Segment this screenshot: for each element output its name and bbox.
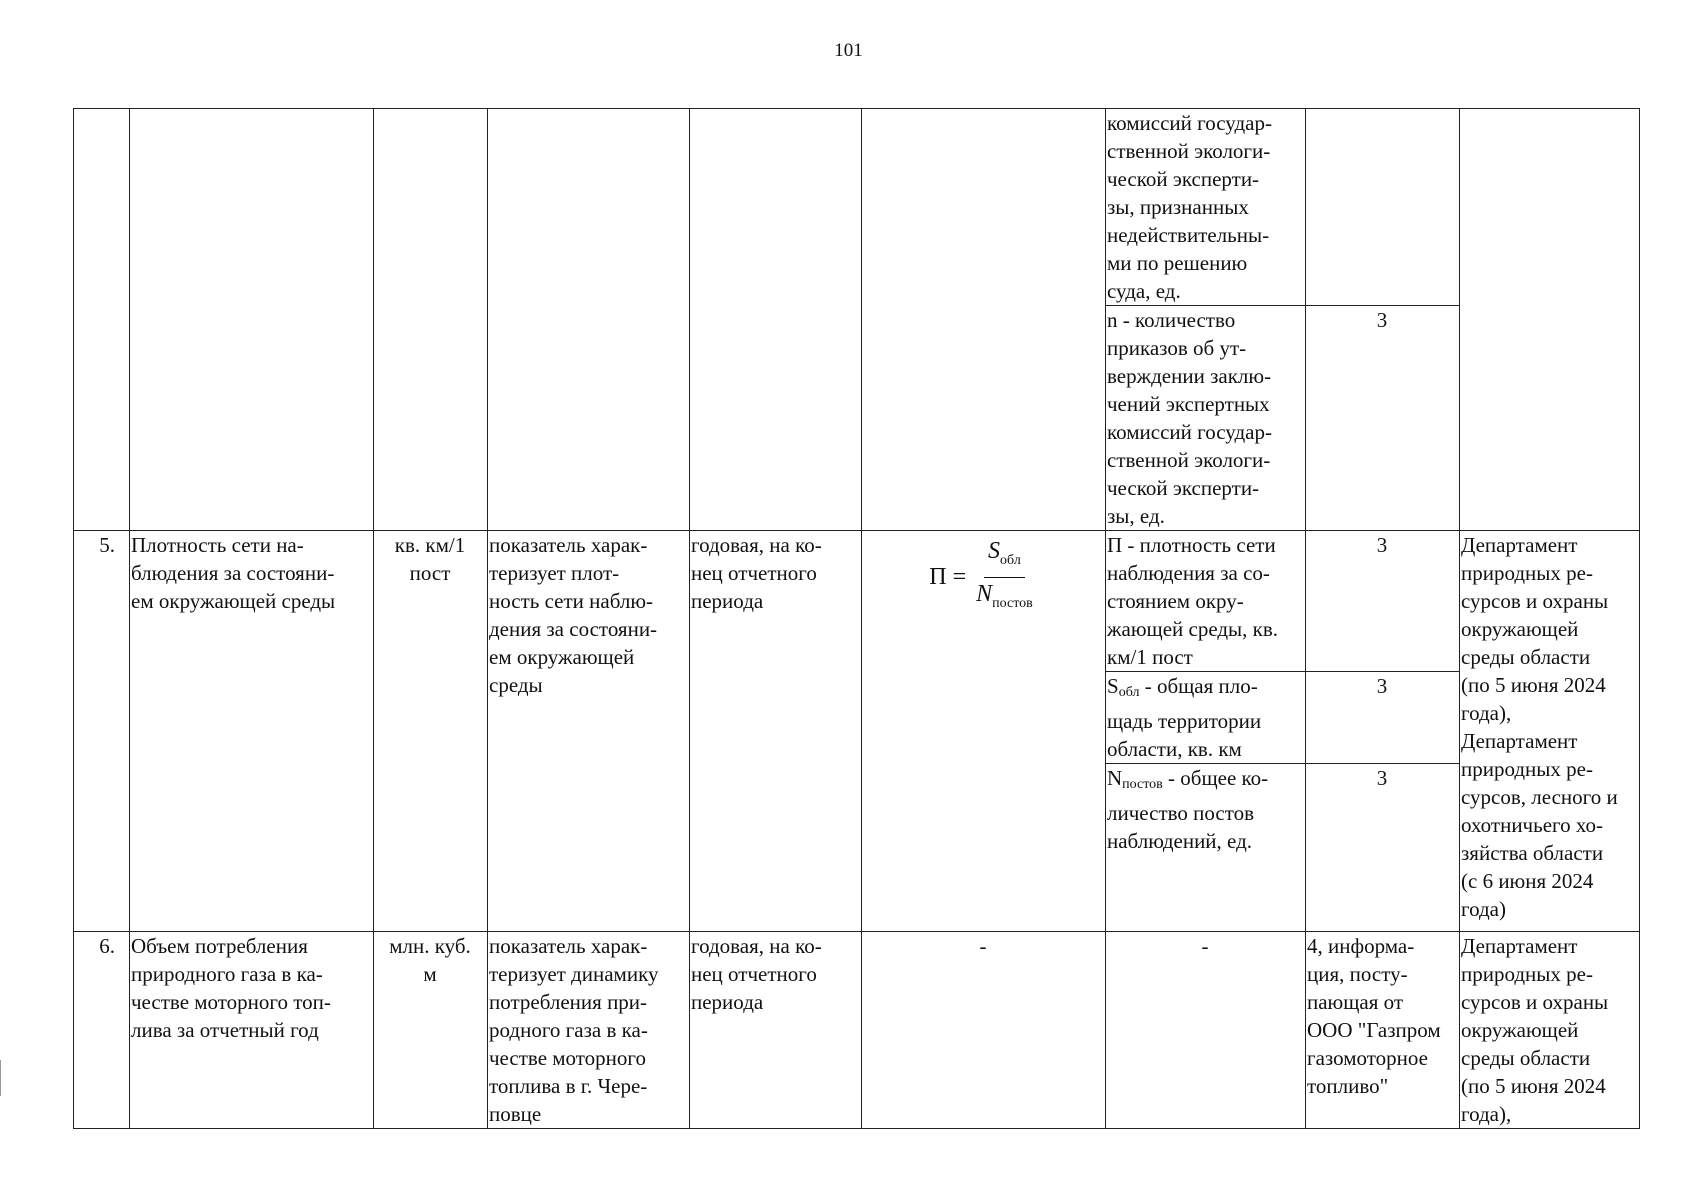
cell-formula [862,531,1106,932]
formula-denominator: N [976,580,993,607]
cell-variable-description: комиссий государ- ственной экологи- ческой эксперти- зы, признанных недействительны- ми по решению суда, ед. [1106,109,1306,306]
indicators-table [73,108,1640,1129]
cell-responsible [1460,109,1640,531]
cell-name: Объем потребления природного газа в ка- честве моторного топ- лива за отчетный год [130,932,374,1129]
cell-variable-description [1106,672,1306,764]
cell-responsible: Департамент природных ре- сурсов и охраны окружающей среды области (по 5 июня 2024 года), Департамент природных ре- сурсов, лесного и охотничьего хо- зяйства области (с 6 июня 2024 года) [1460,531,1640,932]
table-row [74,109,1640,306]
cell-periodicity: годовая, на ко- нец отчетного периода [690,531,862,932]
cell-method: 4, информа- ция, посту- пающая от ООО "Газпром газомоторное топливо" [1306,932,1460,1129]
variable-text: - общая пло- щадь территории области, кв. км [1107,674,1262,761]
table-row [74,531,1640,672]
variable-symbol-sub: постов [1122,777,1163,792]
cell-variable-description: П - плотность сети наблюдения за со- стоянием окру- жающей среды, кв. км/1 пост [1106,531,1306,672]
variable-text: - общее ко- личество постов наблюдений, ед. [1107,766,1269,853]
formula-numerator: S [988,538,1001,564]
cell-formula: - [862,932,1106,1129]
cell-description: показатель харак- теризует динамику потребления при- родного газа в ка- честве моторного топлива в г. Чере- повце [488,932,690,1129]
table-row [74,932,1640,1129]
cell-variable-description [1106,764,1306,932]
cell-num: 6. [74,932,130,1129]
cell-unit: млн. куб. м [374,932,488,1129]
cell-method [1306,109,1460,306]
cell-description [488,109,690,531]
cell-name [130,109,374,531]
formula-denominator-sub: постов [992,595,1033,611]
cell-periodicity: годовая, на ко- нец отчетного периода [690,932,862,1129]
variable-symbol-sub: обл [1118,685,1140,700]
cell-formula [862,109,1106,531]
cell-num [74,109,130,531]
formula-lhs: П = [929,564,967,591]
cell-num: 5. [74,531,130,932]
page-number: 101 [834,40,863,61]
cell-method: 3 [1306,306,1460,531]
cell-variable-description: n - количество приказов об ут- верждении заклю- чений экспертных комиссий государ- ственной экологи- ческой эксперти- зы, ед. [1106,306,1306,531]
cell-unit: кв. км/1 пост [374,531,488,932]
cell-periodicity [690,109,862,531]
cell-description: показатель харак- теризует плот- ность сети наблю- дения за состояни- ем окружающей среды [488,531,690,932]
cell-variable-description: - [1106,932,1306,1129]
cell-method: 3 [1306,764,1460,932]
density-formula [929,537,1037,618]
cell-responsible: Департамент природных ре- сурсов и охраны окружающей среды области (по 5 июня 2024 года), [1460,932,1640,1129]
cell-method: 3 [1306,531,1460,672]
variable-symbol: N [1107,766,1123,790]
cell-name: Плотность сети на- блюдения за состояни- ем окружающей среды [130,531,374,932]
cell-unit [374,109,488,531]
scan-edge-mark [0,1060,9,1096]
formula-numerator-sub: обл [1000,552,1021,568]
variable-symbol: S [1107,674,1119,698]
cell-method: 3 [1306,672,1460,764]
